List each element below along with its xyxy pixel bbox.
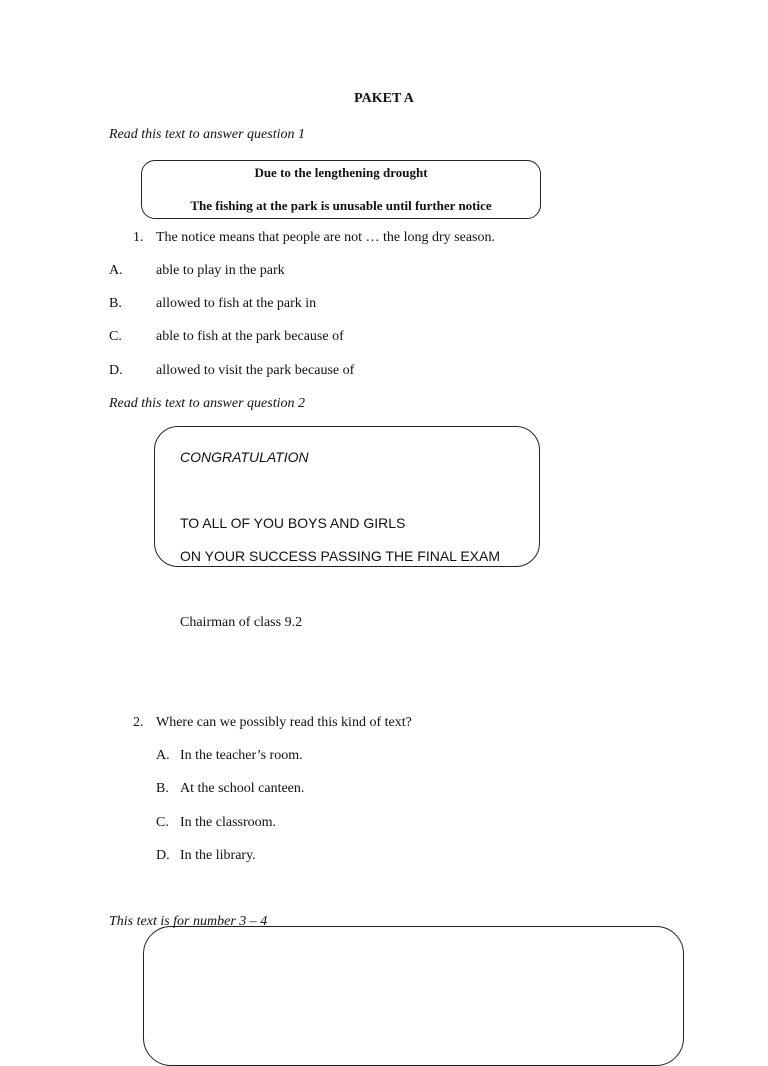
option-letter: C.: [109, 329, 122, 344]
question-number: 1.: [133, 230, 144, 245]
text-box-q3-4: [143, 926, 684, 1066]
option-text: In the library.: [180, 848, 256, 863]
option-letter: A.: [109, 263, 123, 278]
instruction-q3-4: This text is for number 3 – 4: [109, 914, 268, 929]
instruction-q1: Read this text to answer question 1: [109, 127, 305, 142]
option-text: In the classroom.: [180, 815, 277, 830]
option-letter: B.: [156, 781, 169, 796]
option-letter: D.: [109, 363, 123, 378]
card-signature: Chairman of class 9.2: [180, 615, 303, 630]
question-text: Where can we possibly read this kind of text?: [156, 715, 412, 730]
option-letter: B.: [109, 296, 122, 311]
notice-line-1: Due to the lengthening drought: [254, 165, 428, 180]
question-text: The notice means that people are not … the long dry season.: [156, 230, 496, 245]
instruction-q2: Read this text to answer question 2: [109, 396, 305, 411]
congratulation-card: [154, 426, 540, 567]
option-text: allowed to visit the park because of: [156, 363, 355, 378]
option-text: At the school canteen.: [180, 781, 305, 796]
option-text: In the teacher’s room.: [180, 748, 303, 763]
option-letter: D.: [156, 848, 170, 863]
notice-line-2: The fishing at the park is unusable until further notice: [190, 198, 492, 213]
card-line-2: ON YOUR SUCCESS PASSING THE FINAL EXAM: [180, 548, 500, 564]
option-text: able to fish at the park because of: [156, 329, 344, 344]
option-letter: C.: [156, 815, 169, 830]
option-text: allowed to fish at the park in: [156, 296, 317, 311]
card-line-1: TO ALL OF YOU BOYS AND GIRLS: [180, 515, 406, 531]
option-text: able to play in the park: [156, 263, 285, 278]
option-letter: A.: [156, 748, 170, 763]
notice-box: [141, 160, 541, 219]
question-number: 2.: [133, 715, 144, 730]
card-heading: CONGRATULATION: [180, 449, 309, 465]
page-title: PAKET A: [354, 91, 414, 106]
